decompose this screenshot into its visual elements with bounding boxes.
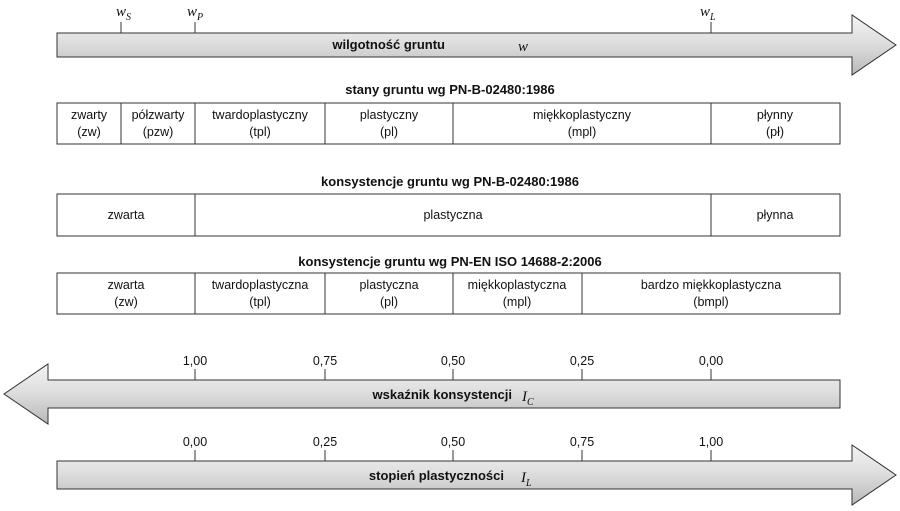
svg-text:(pl): (pl) [379, 295, 399, 309]
svg-text:miękkoplastyczna: miękkoplastyczna [467, 278, 567, 292]
svg-text:miękkoplastyczny: miękkoplastyczny [533, 108, 631, 122]
ic-tick-label: 0,75 [312, 354, 338, 368]
ic-tick-label: 0,00 [698, 354, 724, 368]
consistency-pn-cell-zwarta: zwarta [107, 208, 145, 222]
consistency-iso-table [57, 273, 840, 314]
moisture-arrow-symbol: w [518, 39, 529, 55]
consistency-index-arrow [4, 364, 840, 424]
il-tick-label: 0,00 [182, 435, 208, 449]
svg-text:(zw): (zw) [114, 295, 138, 309]
svg-text:zwarty: zwarty [70, 108, 108, 122]
marker-wp-sub: P [197, 12, 204, 23]
consistency-iso-heading: konsystencje gruntu wg PN-EN ISO 14688-2:2006 [298, 254, 602, 269]
states-table-heading: stany gruntu wg PN-B-02480:1986 [345, 82, 555, 97]
svg-text:(pł): (pł) [765, 125, 785, 139]
states-table [57, 103, 840, 144]
marker-wp-base: w [187, 4, 198, 20]
svg-text:płynny: płynny [756, 108, 794, 122]
svg-text:(mpl): (mpl) [502, 295, 532, 309]
moisture-arrow-title: wilgotność gruntu [332, 37, 445, 52]
svg-text:(mpl): (mpl) [567, 125, 597, 139]
consistency-pn-cell-plynna: płynna [756, 208, 794, 222]
svg-text:plastyczna: plastyczna [359, 278, 419, 292]
svg-text:zwarta: zwarta [107, 278, 145, 292]
svg-text:plastyczny: plastyczny [359, 108, 419, 122]
marker-wl-sub: L [710, 12, 716, 23]
svg-text:(tpl): (tpl) [249, 295, 271, 309]
ic-tick-label: 0,50 [440, 354, 466, 368]
marker-ws-sub: S [126, 12, 132, 23]
svg-text:twardoplastyczny: twardoplastyczny [212, 108, 308, 122]
svg-text:(pzw): (pzw) [142, 125, 174, 139]
il-tick-label: 0,25 [312, 435, 338, 449]
marker-ws-base: w [116, 4, 127, 20]
plasticity-index-title: stopień plastyczności [368, 468, 504, 483]
svg-text:(pl): (pl) [379, 125, 399, 139]
moisture-marker-ws [116, 4, 131, 33]
plasticity-index-symbol: $I_L$ [521, 470, 532, 489]
consistency-pn-cell-plastyczna: plastyczna [423, 208, 483, 222]
svg-text:wS [116, 4, 131, 23]
svg-text:twardoplastyczna: twardoplastyczna [211, 278, 309, 292]
il-tick-label: 0,75 [569, 435, 595, 449]
svg-text:bardzo miękkoplastyczna: bardzo miękkoplastyczna [640, 278, 782, 292]
ic-tick-label: 1,00 [182, 354, 208, 368]
marker-wl-base: w [700, 4, 711, 20]
plasticity-index-arrow [57, 445, 896, 505]
consistency-index-ticks [183, 354, 723, 380]
consistency-index-title: wskaźnik konsystencji [372, 387, 512, 402]
moisture-marker-wl [700, 4, 716, 33]
il-tick-label: 1,00 [698, 435, 724, 449]
svg-text:(zw): (zw) [77, 125, 101, 139]
svg-text:(bmpl): (bmpl) [693, 295, 729, 309]
svg-text:wL [700, 4, 716, 23]
il-tick-label: 0,50 [440, 435, 466, 449]
consistency-index-symbol: $I_C$ [522, 389, 534, 408]
plasticity-index-ticks [183, 435, 723, 461]
consistency-pn-heading: konsystencje gruntu wg PN-B-02480:1986 [321, 174, 579, 189]
svg-text:półzwarty: półzwarty [131, 108, 185, 122]
ic-tick-label: 0,25 [569, 354, 595, 368]
svg-text:wP [187, 4, 203, 23]
svg-text:(tpl): (tpl) [249, 125, 271, 139]
moisture-arrow [57, 15, 896, 75]
consistency-pn-table [57, 194, 840, 236]
moisture-marker-wp [187, 4, 203, 33]
